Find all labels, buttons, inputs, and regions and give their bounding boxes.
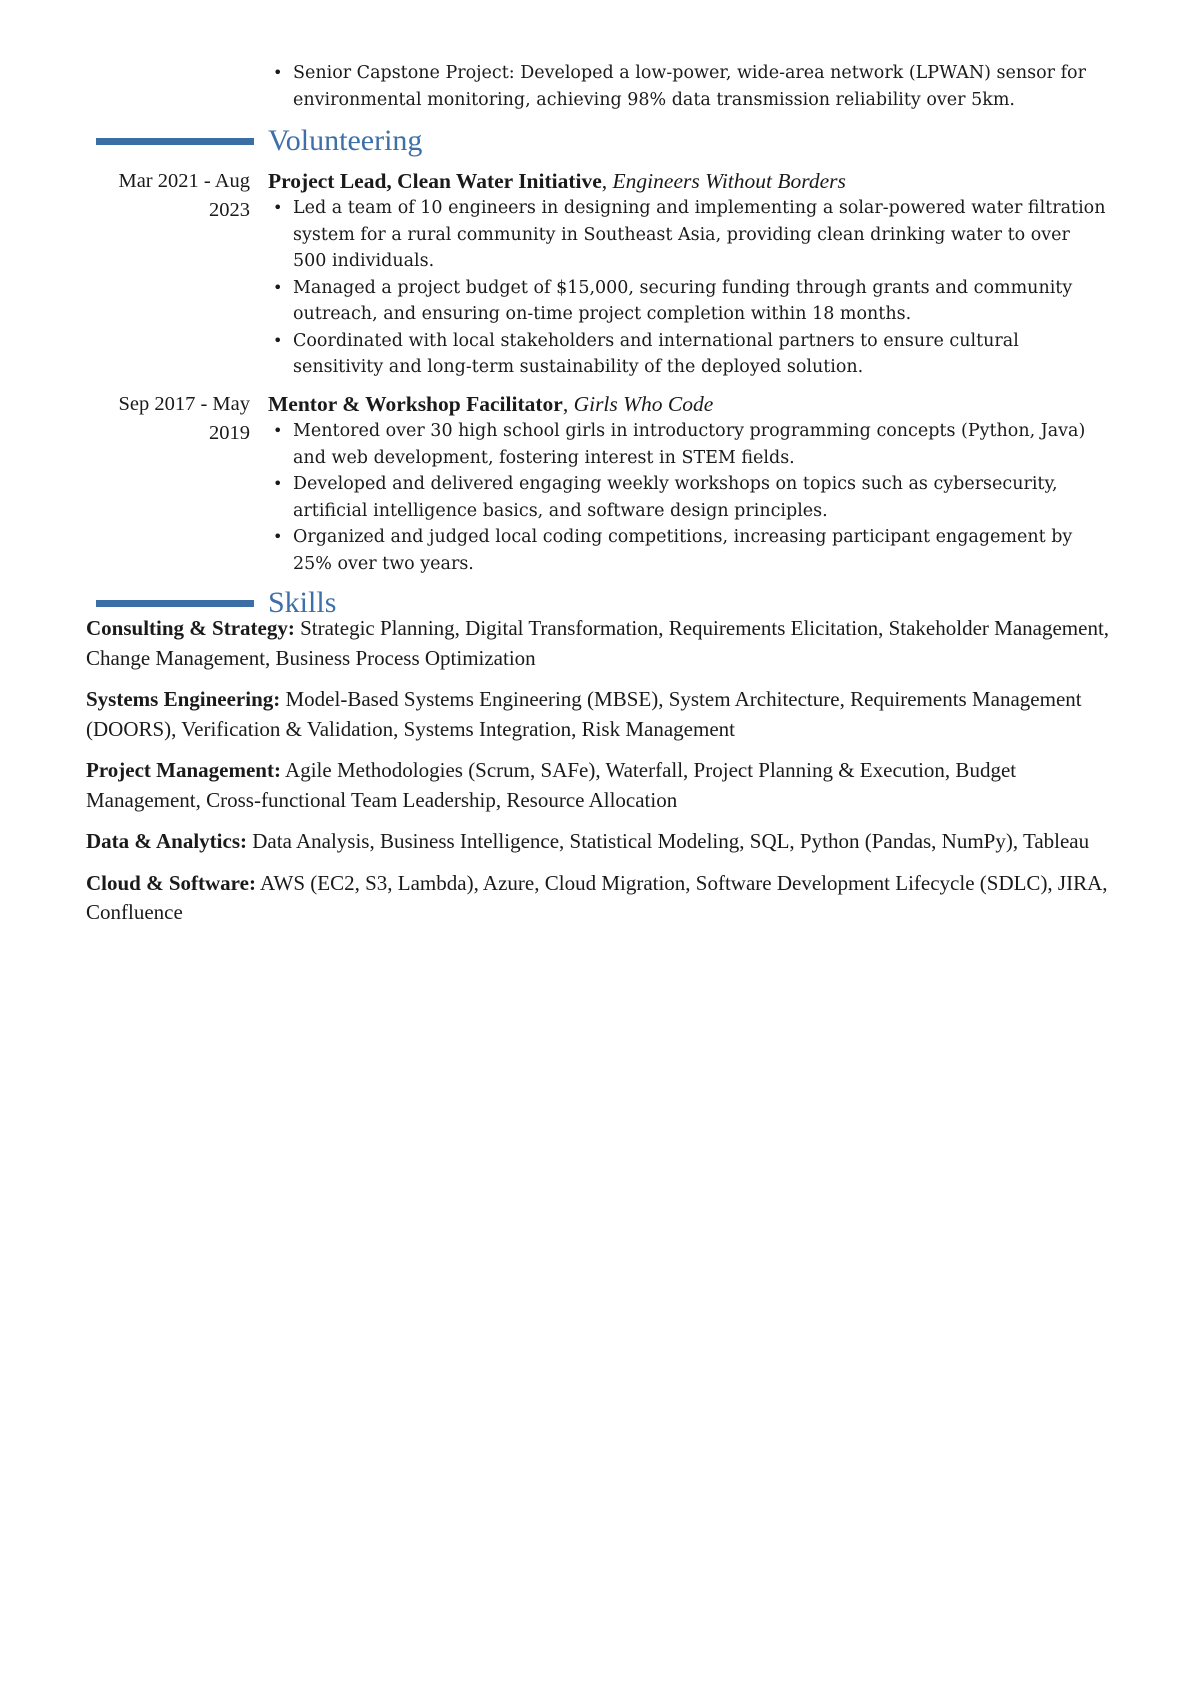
skill-row: [86, 685, 1116, 744]
bullet-item: • Senior Capstone Project: Developed a low-power, wide-area network (LPWAN) sensor for environmental monitoring, achieving 98% data transmission reliability over 5km.: [268, 60, 1108, 113]
entry-bullet-list: [268, 418, 1106, 577]
entry-role: Project Lead, Clean Water Initiative: [268, 169, 602, 193]
entry-bullet-list: [268, 195, 1106, 381]
skill-items: Strategic Planning, Digital Transformation, Requirements Elicitation, Stakeholder Management, Change Management, Business Process Optimization: [86, 616, 1110, 670]
bullet-item: • Organized and judged local coding competitions, increasing participant engagement by 25% over two years.: [268, 524, 1106, 577]
skill-row: [86, 827, 1116, 857]
entry-organization: Engineers Without Borders: [612, 169, 846, 193]
skill-category: Cloud & Software:: [86, 870, 256, 895]
entry-organization: Girls Who Code: [573, 392, 714, 416]
skill-items: Data Analysis, Business Intelligence, Statistical Modeling, SQL, Python (Pandas, NumPy), Tableau: [247, 829, 1090, 853]
skill-items: AWS (EC2, S3, Lambda), Azure, Cloud Migration, Software Development Lifecycle (SDLC), JIRA, Confluence: [86, 870, 1108, 924]
skill-items: Model-Based Systems Engineering (MBSE), System Architecture, Requirements Management (DOORS), Verification & Validation, Systems Integration, Risk Management: [86, 687, 1082, 741]
bullet-item: • Led a team of 10 engineers in designing and implementing a solar-powered water filtration system for a rural community in Southeast Asia, providing clean drinking water to over 500 individuals.: [268, 195, 1106, 275]
skill-category: Systems Engineering:: [86, 687, 281, 711]
education-carryover-list: [268, 60, 1108, 113]
entry-separator: ,: [601, 169, 613, 193]
skill-row: [86, 614, 1116, 673]
entry-heading: [268, 167, 1106, 195]
bullet-item: • Developed and delivered engaging weekly workshops on topics such as cybersecurity, artificial intelligence basics, and software design principles.: [268, 471, 1106, 524]
section-accent-bar: [96, 600, 254, 607]
section-title-volunteering: Volunteering: [268, 124, 423, 157]
entry-date: Mar 2021 - Aug 2023: [118, 170, 250, 221]
skill-items: Agile Methodologies (Scrum, SAFe), Waterfall, Project Planning & Execution, Budget Management, Cross-functional Team Leadership, Resource Allocation: [86, 758, 1017, 812]
entry-role: Mentor & Workshop Facilitator: [268, 392, 563, 416]
bullet-item: • Coordinated with local stakeholders and international partners to ensure cultural sensitivity and long-term sustainability of the deployed solution.: [268, 328, 1106, 381]
section-title-skills: Skills: [268, 586, 337, 619]
entry-date: Sep 2017 - May 2019: [118, 393, 250, 444]
bullet-item: • Managed a project budget of $15,000, securing funding through grants and community outreach, and ensuring on-time project completion within 18 months.: [268, 275, 1106, 328]
skill-category: Project Management:: [86, 758, 281, 782]
entry-body: [268, 167, 1106, 381]
skill-category: Consulting & Strategy:: [86, 616, 295, 640]
entry-heading: [268, 390, 1106, 418]
skill-row: [86, 869, 1116, 928]
section-accent-bar: [96, 138, 254, 145]
entry-body: [268, 390, 1106, 577]
section-header-volunteering: [0, 124, 1190, 158]
skill-category: Data & Analytics:: [86, 829, 247, 853]
bullet-item: • Mentored over 30 high school girls in introductory programming concepts (Python, Java) and web development, fostering interest in STEM fields.: [268, 418, 1106, 471]
skill-row: [86, 756, 1116, 815]
skills-list: [86, 614, 1116, 940]
entry-separator: ,: [562, 392, 574, 416]
